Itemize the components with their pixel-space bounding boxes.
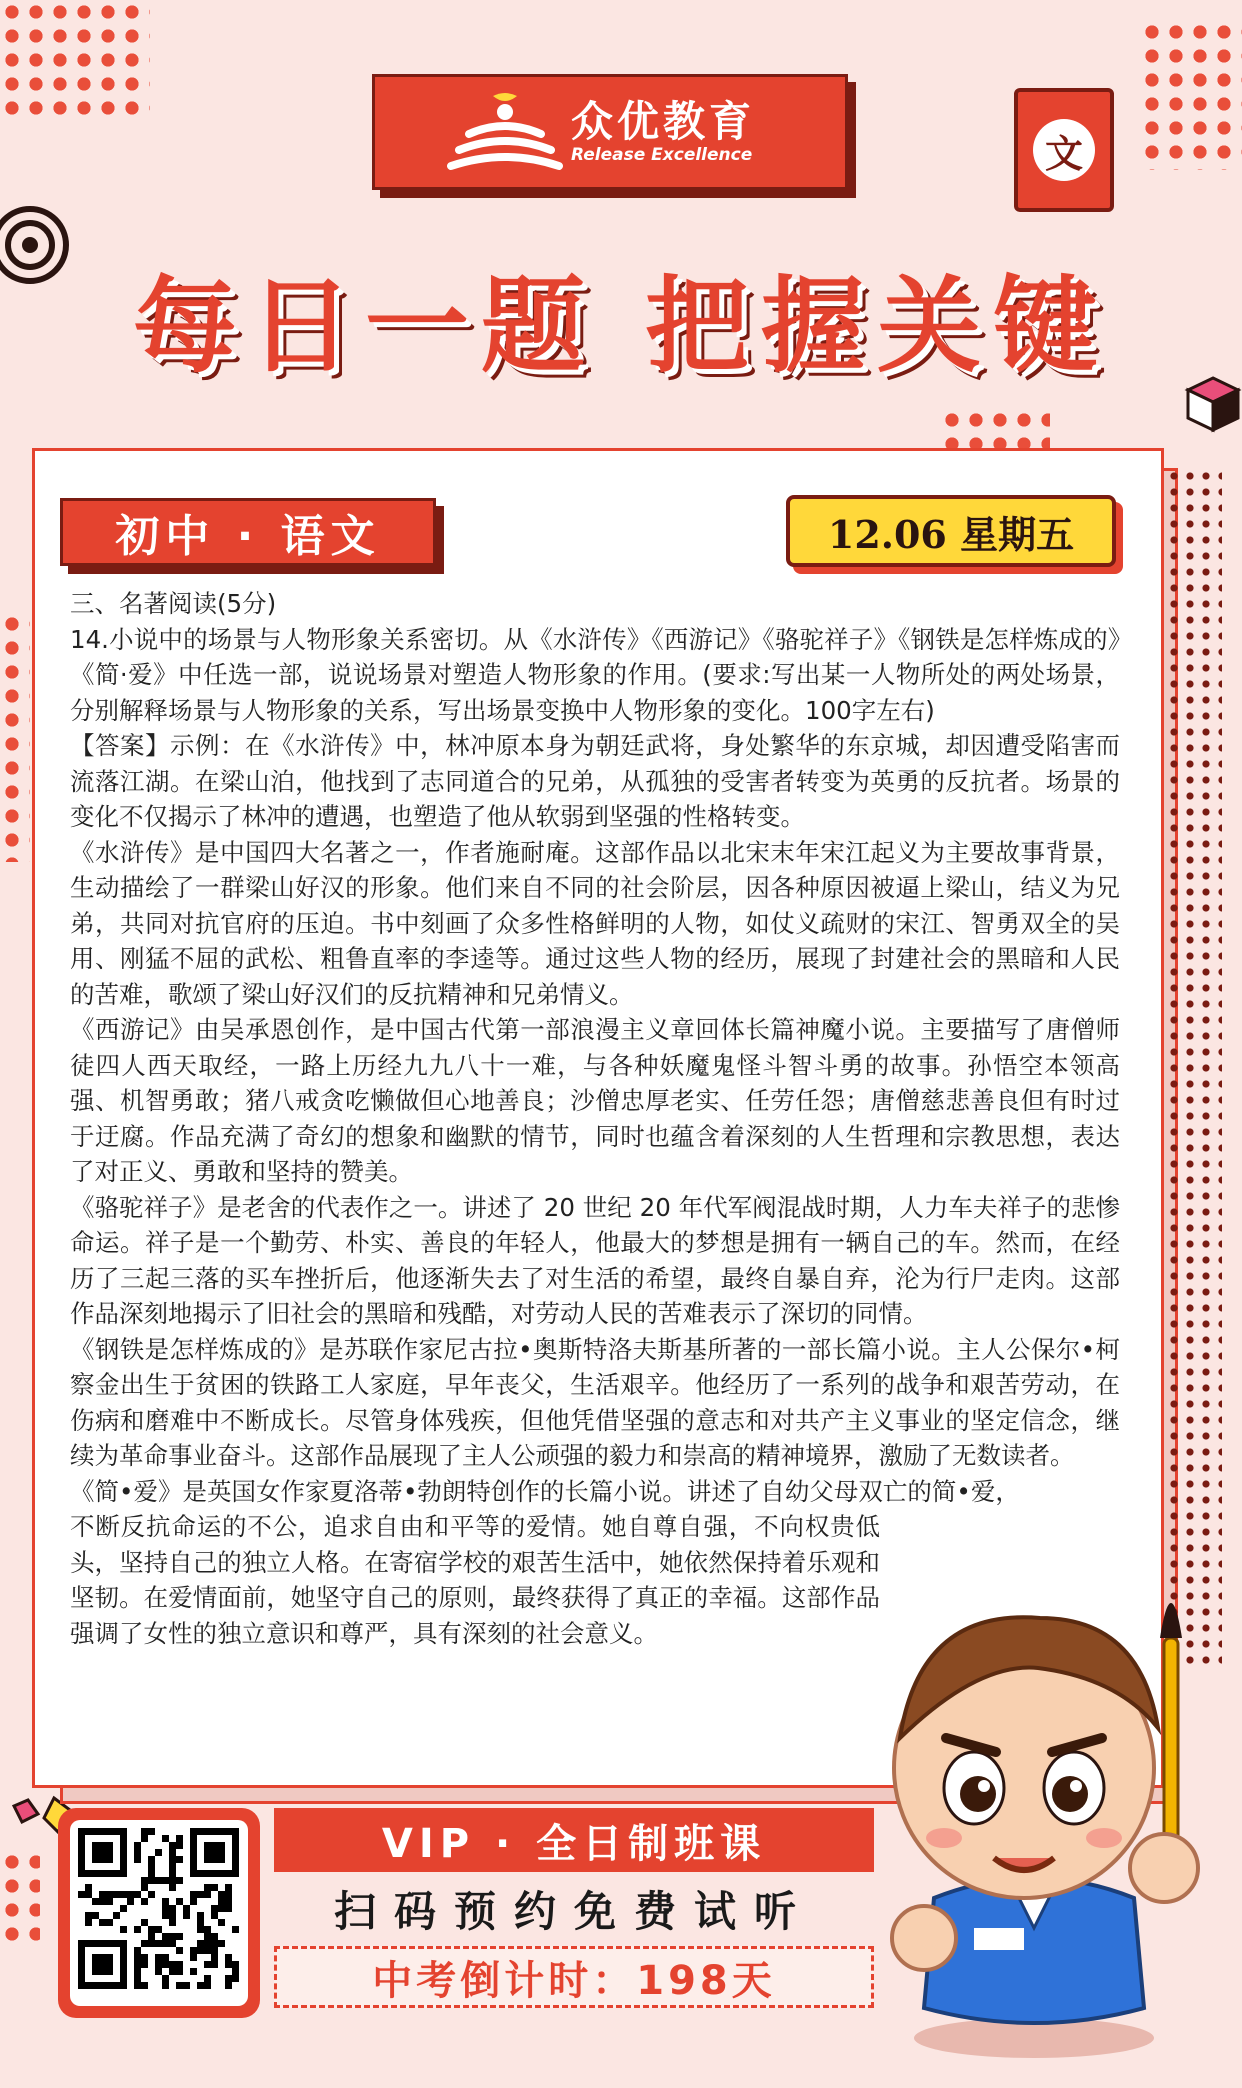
brand-slogan: Release Excellence (571, 144, 753, 165)
student-mascot-icon (864, 1568, 1218, 2068)
dot-pattern-bottom-left (0, 1850, 40, 1950)
brand-logo-bar (372, 74, 848, 190)
vip-banner: VIP · 全日制班课 (274, 1808, 874, 1872)
paragraph: 《水浒传》是中国四大名著之一，作者施耐庵。这部作品以北宋末年宋江起义为主要故事背景，生动描绘了一群梁山好汉的形象。他们来自不同的社会阶层，因各种原因被逼上梁山，结义为兄弟，共同对抗官府的压迫。书中刻画了众多性格鲜明的人物，如仗义疏财的宋江、智勇双全的吴用、刚猛不屈的武松、粗鲁直率的李逵等。通过这些人物的经历，展现了封建社会的黑暗和人民的苦难，歌颂了梁山好汉们的反抗精神和兄弟情义。 (70, 837, 1120, 1009)
dot-pattern-top-right (1140, 20, 1242, 170)
page-headline: 每日一题 把握关键 (132, 264, 1110, 387)
question-content (70, 586, 1120, 1651)
qr-code[interactable] (70, 1820, 248, 2006)
date-badge: 12.06 星期五 (786, 495, 1116, 567)
dot-pattern-mid-right (940, 408, 1050, 448)
paragraph: 《钢铁是怎样炼成的》是苏联作家尼古拉•奥斯特洛夫斯基所著的一部长篇小说。主人公保尔•柯察金出生于贫困的铁路工人家庭，早年丧父，生活艰辛。他经历了一系列的战争和艰苦劳动，在伤病和磨难中不断成长。尽管身体残疾，但他凭借坚强的意志和对共产主义事业的坚定信念，继续为革命事业奋斗。这部作品展现了主人公顽强的毅力和崇高的精神境界，激励了无数读者。 (70, 1334, 1120, 1470)
dot-pattern-top-left (0, 0, 150, 120)
paragraph: 《骆驼祥子》是老舍的代表作之一。讲述了 20 世纪 20 年代军阀混战时期，人力车夫祥子的悲惨命运。祥子是一个勤劳、朴实、善良的年轻人，他最大的梦想是拥有一辆自己的车。然而，在经历了三起三落的买车挫折后，他逐渐失去了对生活的希望，最终自暴自弃，沦为行尸走肉。这部作品深刻地揭示了旧社会的黑暗和残酷，对劳动人民的苦难表示了深切的同情。 (70, 1192, 1120, 1328)
paragraph: 三、名著阅读(5分) (70, 589, 277, 618)
dot-pattern-left (0, 612, 30, 862)
paragraph: 不断反抗命运的不公，追求自由和平等的爱情。她自尊自强，不向权贵低头，坚持自己的独立人格。在寄宿学校的艰苦生活中，她依然保持着乐观和坚韧。在爱情面前，她坚守自己的原则，最终获得了真正的幸福。这部作品强调了女性的独立意识和尊严，具有深刻的社会意义。 (70, 1512, 880, 1648)
exam-countdown: 中考倒计时：198天 (274, 1946, 874, 2008)
qr-code-icon (70, 1820, 248, 2006)
paragraph: 14.小说中的场景与人物形象关系密切。从《水浒传》《西游记》《骆驼祥子》《钢铁是怎样炼成的》《简·爱》中任选一部，说说场景对塑造人物形象的作用。(要求:写出某一人物所处的两处场景，分别解释场景与人物形象的关系，写出场景变换中人物形象的变化。100字左右) (70, 624, 1120, 725)
booking-text: 扫码预约免费试听 (333, 1887, 814, 1936)
paragraph: 《简•爱》是英国女作家夏洛蒂•勃朗特创作的长篇小说。讲述了自幼父母双亡的简•爱， (70, 1476, 1020, 1506)
brand-name: 众优教育 (571, 96, 756, 146)
subject-label: 初中 · 语文 (60, 498, 436, 566)
subject-badge-char: 文 (1033, 119, 1095, 181)
paragraph: 【答案】示例：在《水浒传》中，林冲原本身为朝廷武将，身处繁华的东京城，却因遭受陷害而流落江湖。在梁山泊，他找到了志同道合的兄弟，从孤独的受害者转变为英勇的反抗者。场景的变化不仅揭示了林冲的遭遇，也塑造了他从软弱到坚强的性格转变。 (70, 731, 1120, 831)
subject-badge (1014, 88, 1114, 212)
brand-logo-icon (445, 82, 565, 182)
paragraph: 《西游记》由吴承恩创作，是中国古代第一部浪漫主义章回体长篇神魔小说。主要描写了唐僧师徒四人西天取经，一路上历经九九八十一难，与各种妖魔鬼怪斗智斗勇的故事。孙悟空本领高强、机智勇敢；猪八戒贪吃懒做但心地善良；沙僧忠厚老实、任劳任怨；唐僧慈悲善良但有时过于迂腐。作品充满了奇幻的想象和幽默的情节，同时也蕴含着深刻的人生哲理和宗教思想，表达了对正义、勇敢和坚持的赞美。 (70, 1015, 1120, 1186)
